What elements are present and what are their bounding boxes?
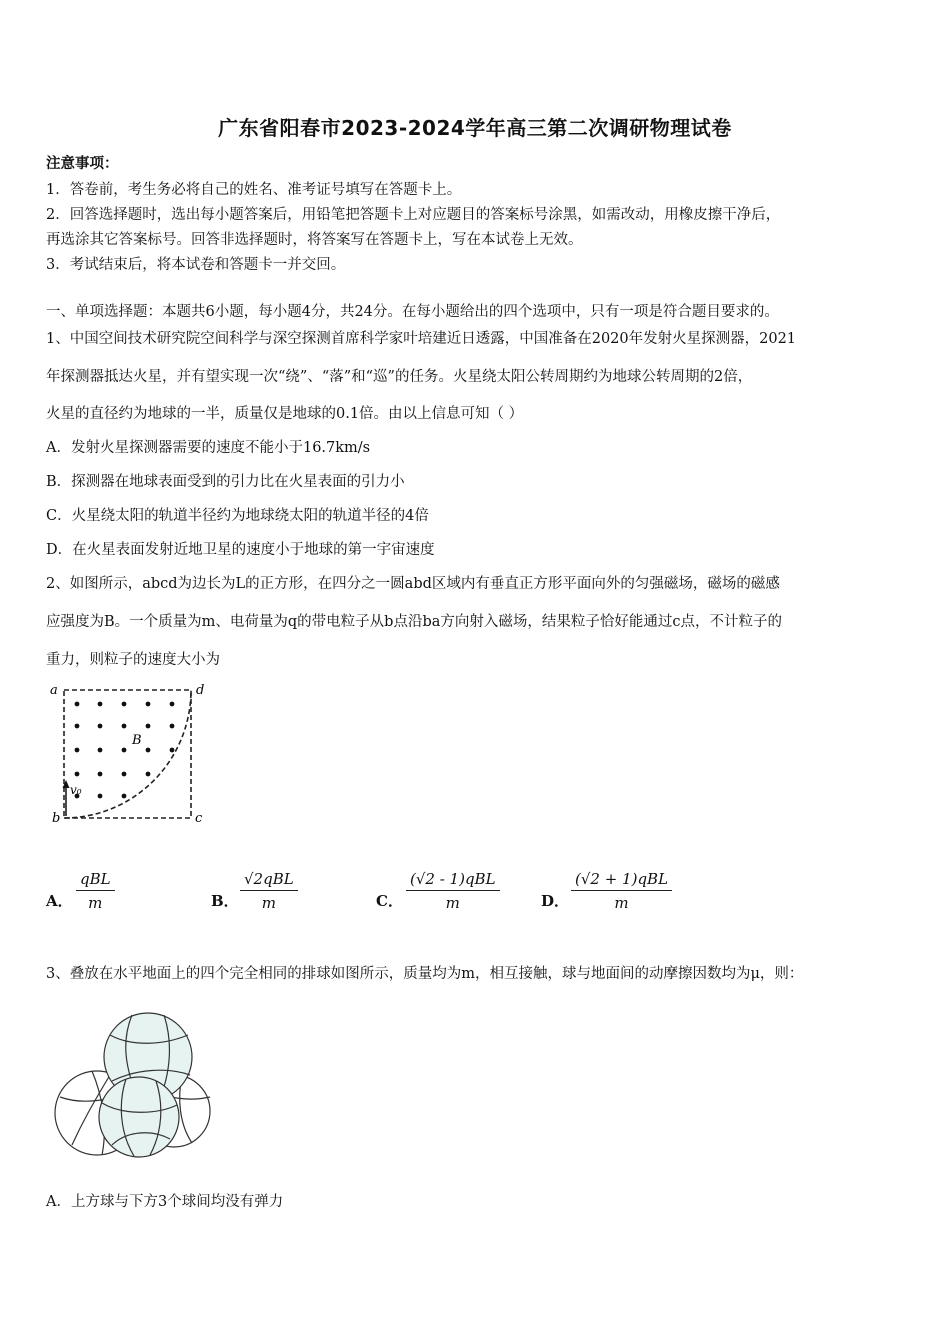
q2-option-d-label: D． — [541, 892, 570, 910]
q1-option-c: C．火星绕太阳的轨道半径约为地球绕太阳的轨道半径的4倍 — [46, 508, 429, 524]
numerator: (√2 - 1)qBL — [406, 870, 500, 891]
q2-option-a-label: A． — [46, 892, 73, 910]
q2-option-b-label: B． — [211, 892, 239, 910]
q2-stem: 重力，则粒子的速度大小为 — [46, 652, 220, 668]
denominator: m — [261, 894, 276, 912]
corner-label-b: b — [52, 811, 61, 826]
velocity-label: v₀ — [70, 783, 82, 797]
q1-stem: 1、中国空间技术研究院空间科学与深空探测首席科学家叶培建近日透露，中国准备在2020年发射火星探测器，2021 — [46, 331, 797, 347]
corner-label-c: c — [195, 811, 203, 826]
q3-stem: 3、叠放在水平地面上的四个完全相同的排球如图所示，质量均为m，相互接触，球与地面间的动摩擦因数均为μ，则： — [46, 966, 804, 982]
corner-label-d: d — [196, 683, 205, 698]
q2-field-diagram — [44, 678, 214, 828]
notice-item: 再选涂其它答案标号。回答非选择题时，将答案写在答题卡上，写在本试卷上无效。 — [46, 232, 583, 248]
notice-item: 3．考试结束后，将本试卷和答题卡一并交回。 — [46, 257, 346, 273]
notice-item: 1．答卷前，考生务必将自己的姓名、准考证号填写在答题卡上。 — [46, 182, 462, 198]
q2-stem: 2、如图所示，abcd为边长为L的正方形，在四分之一圆abd区域内有垂直正方形平面向外的匀强磁场，磁场的磁感 — [46, 576, 780, 592]
field-label-b: B — [132, 733, 142, 748]
q1-option-a: A．发射火星探测器需要的速度不能小于16.7km/s — [46, 440, 371, 456]
q2-stem: 应强度为B。一个质量为m、电荷量为q的带电粒子从b点沿ba方向射入磁场，结果粒子恰好能通过c点，不计粒子的 — [46, 614, 783, 630]
q2-option-d-formula — [571, 870, 672, 912]
notice-item: 2．回答选择题时，选出每小题答案后，用铅笔把答题卡上对应题目的答案标号涂黑，如需改动，用橡皮擦干净后， — [46, 207, 781, 223]
q1-stem: 年探测器抵达火星，并有望实现一次“绕”、“落”和“巡”的任务。火星绕太阳公转周期约为地球公转周期的2倍， — [46, 369, 753, 385]
notice-heading: 注意事项： — [46, 155, 119, 172]
q1-option-d: D．在火星表面发射近地卫星的速度小于地球的第一宇宙速度 — [46, 542, 435, 558]
denominator: m — [445, 894, 460, 912]
denominator: m — [614, 894, 629, 912]
q3-volleyball-figure — [52, 1005, 217, 1165]
section-heading: 一、单项选择题：本题共6小题，每小题4分，共24分。在每小题给出的四个选项中，只有一项是符合题目要求的。 — [46, 304, 779, 320]
q2-option-c-formula — [406, 870, 500, 912]
numerator: (√2 + 1)qBL — [571, 870, 672, 891]
q1-option-b: B．探测器在地球表面受到的引力比在火星表面的引力小 — [46, 474, 405, 490]
q1-stem: 火星的直径约为地球的一半，质量仅是地球的0.1倍。由以上信息可知（ ） — [46, 406, 524, 422]
q2-option-b-formula — [240, 870, 298, 912]
q3-option-a: A．上方球与下方3个球间均没有弹力 — [46, 1194, 284, 1210]
q2-option-c-label: C． — [376, 892, 403, 910]
exam-title: 广东省阳春市2023-2024学年高三第二次调研物理试卷 — [218, 116, 732, 140]
corner-label-a: a — [50, 683, 58, 698]
numerator: √2qBL — [240, 870, 298, 891]
q2-option-a-formula — [76, 870, 115, 912]
numerator: qBL — [76, 870, 115, 891]
denominator: m — [88, 894, 103, 912]
